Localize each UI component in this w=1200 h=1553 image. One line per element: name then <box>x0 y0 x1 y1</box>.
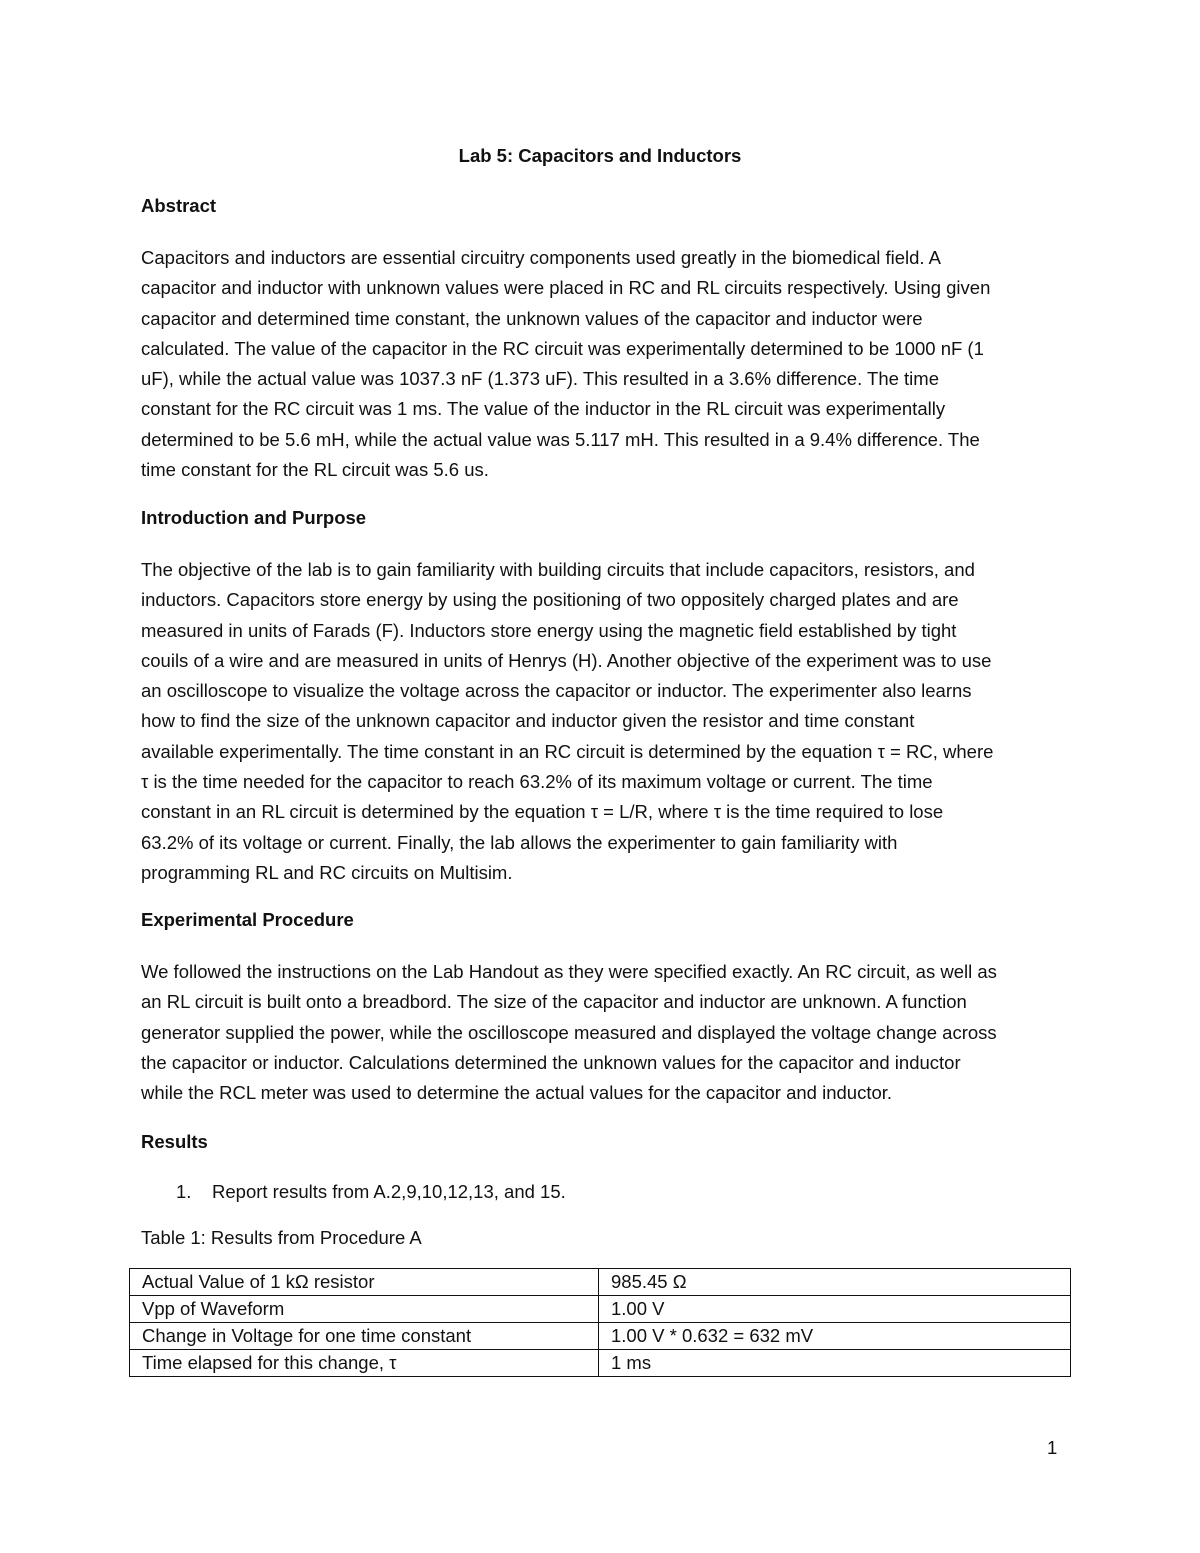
abstract-paragraph <box>141 243 1061 485</box>
introduction-line: programming RL and RC circuits on Multisim. <box>141 861 513 883</box>
table-cell: Actual Value of 1 kΩ resistor <box>130 1269 599 1296</box>
abstract-line: uF), while the actual value was 1037.3 nF (1.373 uF). This resulted in a 3.6% difference. The time <box>141 368 939 390</box>
table-cell: 1 ms <box>599 1350 1071 1377</box>
table-cell: Vpp of Waveform <box>130 1296 599 1323</box>
table-row <box>130 1269 1071 1296</box>
abstract-line: constant for the RC circuit was 1 ms. The value of the inductor in the RL circuit was experimentally <box>141 398 946 420</box>
table-cell: 1.00 V * 0.632 = 632 mV <box>599 1323 1071 1350</box>
document-title: Lab 5: Capacitors and Inductors <box>458 145 742 166</box>
results-list-item <box>176 1179 566 1205</box>
introduction-line: measured in units of Farads (F). Inductors store energy using the magnetic field established by tight <box>141 619 957 641</box>
table-cell: 1.00 V <box>599 1296 1071 1323</box>
introduction-line: available experimentally. The time constant in an RC circuit is determined by the equation τ = RC, where <box>141 740 994 762</box>
procedure-line: while the RCL meter was used to determine the actual values for the capacitor and inductor. <box>141 1082 893 1104</box>
table-row <box>130 1323 1071 1350</box>
introduction-line: an oscilloscope to visualize the voltage across the capacitor or inductor. The experimenter also learns <box>141 680 972 702</box>
table-row <box>130 1350 1071 1377</box>
results-heading: Results <box>141 1131 208 1152</box>
abstract-line: determined to be 5.6 mH, while the actual value was 5.117 mH. This resulted in a 9.4% difference. The <box>141 428 980 450</box>
introduction-line: τ is the time needed for the capacitor to reach 63.2% of its maximum voltage or current. The time <box>141 771 933 793</box>
procedure-line: generator supplied the power, while the oscilloscope measured and displayed the voltage change across <box>141 1021 997 1043</box>
abstract-heading: Abstract <box>141 195 217 216</box>
introduction-line: how to find the size of the unknown capacitor and inductor given the resistor and time constant <box>141 710 915 732</box>
table-cell: Change in Voltage for one time constant <box>130 1323 599 1350</box>
procedure-heading: Experimental Procedure <box>141 909 354 930</box>
table-cell: 985.45 Ω <box>599 1269 1071 1296</box>
abstract-line: time constant for the RL circuit was 5.6 us. <box>141 459 489 481</box>
introduction-line: The objective of the lab is to gain familiarity with building circuits that include capacitors, resistors, and <box>141 559 975 580</box>
introduction-heading: Introduction and Purpose <box>141 507 367 528</box>
introduction-line: 63.2% of its voltage or current. Finally, the lab allows the experimenter to gain familiarity with <box>141 831 898 853</box>
table-caption: Table 1: Results from Procedure A <box>141 1227 422 1248</box>
abstract-line: Capacitors and inductors are essential circuitry components used greatly in the biomedical field. A <box>141 247 942 268</box>
procedure-line: an RL circuit is built onto a breadbord. The size of the capacitor and inductor are unknown. A function <box>141 991 967 1013</box>
procedure-line: the capacitor or inductor. Calculations determined the unknown values for the capacitor and inductor <box>141 1051 961 1073</box>
introduction-line: inductors. Capacitors store energy by using the positioning of two oppositely charged plates and are <box>141 589 959 611</box>
introduction-line: couils of a wire and are measured in units of Henrys (H). Another objective of the experiment was to use <box>141 649 992 671</box>
abstract-line: capacitor and determined time constant, the unknown values of the capacitor and inductor were <box>141 307 923 329</box>
table-cell: Time elapsed for this change, τ <box>130 1350 599 1377</box>
introduction-line: constant in an RL circuit is determined by the equation τ = L/R, where τ is the time required to lose <box>141 801 944 823</box>
results-table <box>129 1268 1071 1377</box>
procedure-paragraph <box>141 957 1061 1108</box>
procedure-line: We followed the instructions on the Lab Handout as they were specified exactly. An RC circuit, as well as <box>141 961 997 982</box>
abstract-line: calculated. The value of the capacitor in the RC circuit was experimentally determined to be 1000 nF (1 <box>141 337 984 359</box>
list-number: 1. <box>176 1181 192 1202</box>
list-text: Report results from A.2,9,10,12,13, and 15. <box>212 1181 566 1202</box>
page-number: 1 <box>1047 1437 1058 1458</box>
table-row <box>130 1296 1071 1323</box>
introduction-paragraph <box>141 555 1061 888</box>
abstract-line: capacitor and inductor with unknown values were placed in RC and RL circuits respectively. Using given <box>141 277 991 299</box>
